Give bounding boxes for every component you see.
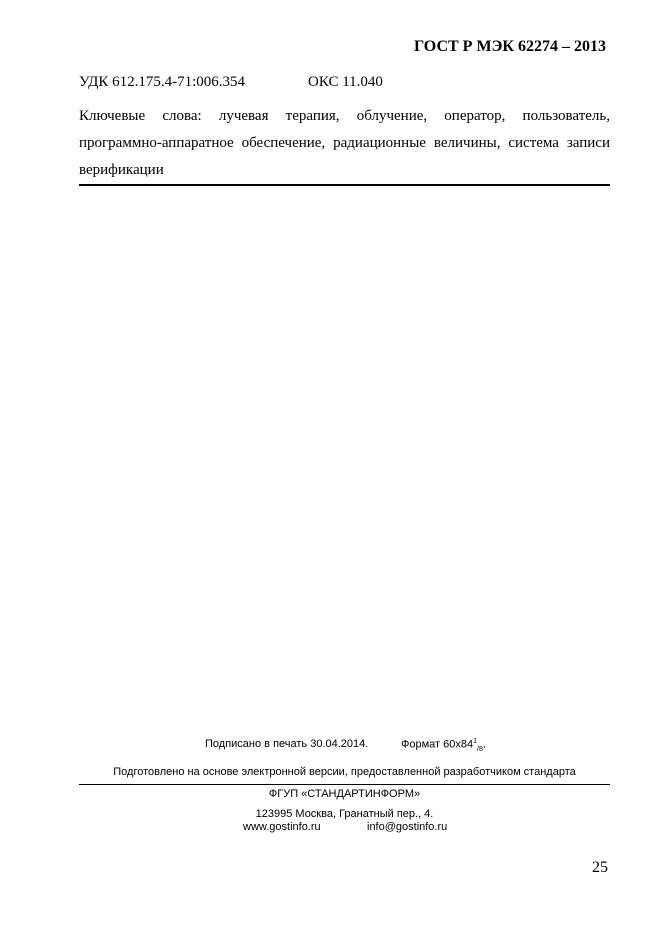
paper-format bbox=[401, 738, 486, 753]
imprint-divider bbox=[79, 784, 610, 785]
oks-code: ОКС 11.040 bbox=[308, 74, 383, 90]
signed-date: Подписано в печать 30.04.2014. bbox=[205, 738, 369, 750]
udk-code: УДК 612.175.4-71:006.354 bbox=[79, 74, 246, 90]
classification-line bbox=[79, 74, 383, 91]
page-number: 25 bbox=[592, 859, 608, 876]
publisher-name: ФГУП «СТАНДАРТИНФОРМ» bbox=[268, 788, 421, 800]
paper-format-sub: /8 bbox=[477, 745, 483, 753]
keywords-paragraph: Ключевые слова: лучевая терапия, облучение, оператор, пользователь, программно-аппаратное обеспечение, радиационные величины, система записи верификации bbox=[79, 108, 610, 178]
publisher-email[interactable]: info@gostinfo.ru bbox=[367, 821, 448, 833]
paper-format-sup: 1 bbox=[473, 738, 478, 745]
prepared-note: Подготовлено на основе электронной версии, предоставленной разработчиком стандарта bbox=[113, 766, 576, 778]
document-header-title: ГОСТ Р МЭК 62274 – 2013 bbox=[414, 38, 606, 55]
paper-format-label: Формат 60x84 bbox=[401, 738, 474, 751]
paper-format-end: . bbox=[482, 738, 486, 751]
top-divider bbox=[79, 184, 610, 186]
publisher-address: 123995 Москва, Гранатный пер., 4. bbox=[255, 808, 434, 820]
publisher-website[interactable]: www.gostinfo.ru bbox=[243, 821, 321, 833]
